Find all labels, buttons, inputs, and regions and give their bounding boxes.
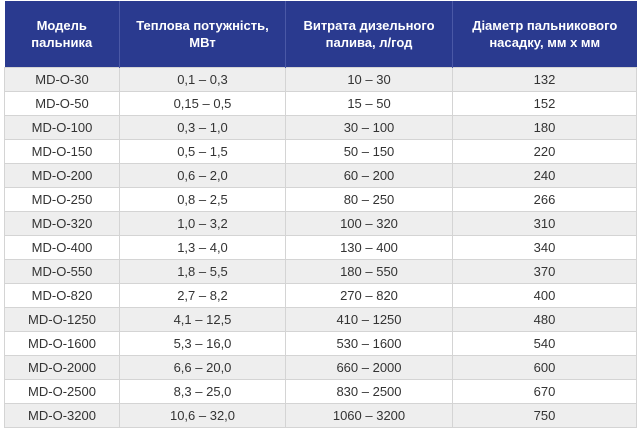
thermal-power-cell: 0,3 – 1,0 [120,116,286,140]
fuel-consumption-cell: 80 – 250 [286,188,453,212]
nozzle-diameter-cell: 480 [453,308,637,332]
model-cell: MD-O-250 [5,188,120,212]
burner-specs-table-container [4,1,636,428]
nozzle-diameter-cell: 132 [453,68,637,92]
nozzle-diameter-cell: 670 [453,380,637,404]
thermal-power-cell: 1,0 – 3,2 [120,212,286,236]
table-row [5,164,637,188]
table-row [5,212,637,236]
table-row [5,188,637,212]
table-row [5,140,637,164]
model-cell: MD-O-400 [5,236,120,260]
thermal-power-cell: 10,6 – 32,0 [120,404,286,428]
table-header [5,1,637,68]
thermal-power-cell: 8,3 – 25,0 [120,380,286,404]
model-cell: MD-O-100 [5,116,120,140]
header-row [5,1,637,68]
nozzle-diameter-cell: 180 [453,116,637,140]
nozzle-diameter-cell: 240 [453,164,637,188]
table-row [5,116,637,140]
header-nozzle-diameter: Діаметр пальникового насадку, мм х мм [453,1,637,68]
burner-specs-table [4,1,637,428]
fuel-consumption-cell: 60 – 200 [286,164,453,188]
model-cell: MD-O-2000 [5,356,120,380]
nozzle-diameter-cell: 600 [453,356,637,380]
fuel-consumption-cell: 15 – 50 [286,92,453,116]
model-cell: MD-O-1600 [5,332,120,356]
thermal-power-cell: 0,8 – 2,5 [120,188,286,212]
table-row [5,356,637,380]
table-body [5,68,637,428]
thermal-power-cell: 2,7 – 8,2 [120,284,286,308]
fuel-consumption-cell: 30 – 100 [286,116,453,140]
fuel-consumption-cell: 130 – 400 [286,236,453,260]
nozzle-diameter-cell: 220 [453,140,637,164]
fuel-consumption-cell: 410 – 1250 [286,308,453,332]
model-cell: MD-O-30 [5,68,120,92]
fuel-consumption-cell: 270 – 820 [286,284,453,308]
fuel-consumption-cell: 50 – 150 [286,140,453,164]
table-row [5,260,637,284]
nozzle-diameter-cell: 540 [453,332,637,356]
model-cell: MD-O-550 [5,260,120,284]
thermal-power-cell: 0,6 – 2,0 [120,164,286,188]
header-model: Модель пальника [5,1,120,68]
model-cell: MD-O-3200 [5,404,120,428]
fuel-consumption-cell: 830 – 2500 [286,380,453,404]
fuel-consumption-cell: 180 – 550 [286,260,453,284]
thermal-power-cell: 0,15 – 0,5 [120,92,286,116]
table-row [5,68,637,92]
nozzle-diameter-cell: 370 [453,260,637,284]
table-row [5,236,637,260]
model-cell: MD-O-150 [5,140,120,164]
model-cell: MD-O-820 [5,284,120,308]
thermal-power-cell: 1,3 – 4,0 [120,236,286,260]
table-row [5,92,637,116]
nozzle-diameter-cell: 400 [453,284,637,308]
thermal-power-cell: 0,1 – 0,3 [120,68,286,92]
fuel-consumption-cell: 530 – 1600 [286,332,453,356]
model-cell: MD-O-1250 [5,308,120,332]
fuel-consumption-cell: 100 – 320 [286,212,453,236]
thermal-power-cell: 4,1 – 12,5 [120,308,286,332]
thermal-power-cell: 5,3 – 16,0 [120,332,286,356]
model-cell: MD-O-2500 [5,380,120,404]
thermal-power-cell: 0,5 – 1,5 [120,140,286,164]
table-row [5,380,637,404]
header-thermal-power: Теплова потужність, МВт [120,1,286,68]
nozzle-diameter-cell: 310 [453,212,637,236]
table-row [5,284,637,308]
table-row [5,308,637,332]
thermal-power-cell: 1,8 – 5,5 [120,260,286,284]
model-cell: MD-O-50 [5,92,120,116]
fuel-consumption-cell: 660 – 2000 [286,356,453,380]
nozzle-diameter-cell: 340 [453,236,637,260]
fuel-consumption-cell: 10 – 30 [286,68,453,92]
nozzle-diameter-cell: 266 [453,188,637,212]
model-cell: MD-O-320 [5,212,120,236]
fuel-consumption-cell: 1060 – 3200 [286,404,453,428]
table-row [5,332,637,356]
model-cell: MD-O-200 [5,164,120,188]
table-row [5,404,637,428]
thermal-power-cell: 6,6 – 20,0 [120,356,286,380]
nozzle-diameter-cell: 750 [453,404,637,428]
nozzle-diameter-cell: 152 [453,92,637,116]
header-fuel-consumption: Витрата дизельного палива, л/год [286,1,453,68]
